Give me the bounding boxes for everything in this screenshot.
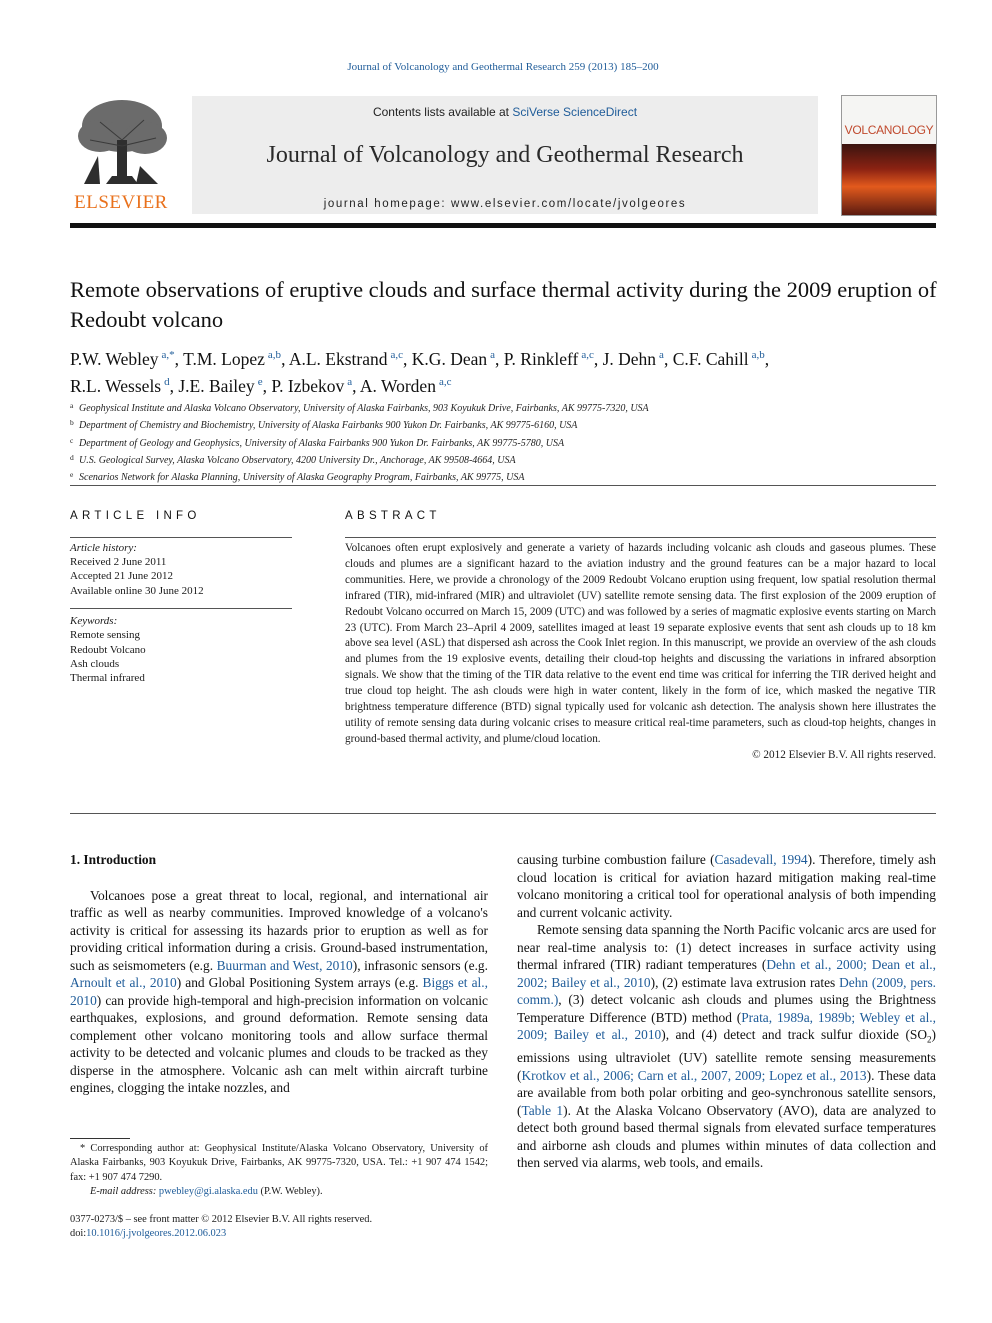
- issn-line: 0377-0273/$ – see front matter © 2012 Elsevier B.V. All rights reserved.: [70, 1214, 373, 1225]
- body-column-left: [70, 851, 488, 1097]
- cover-image: [842, 144, 936, 215]
- citation-link[interactable]: Arnoult et al., 2010: [70, 975, 177, 990]
- contents-prefix: Contents lists available at: [372, 105, 513, 119]
- journal-name: Journal of Volcanology and Geothermal Research: [266, 142, 744, 168]
- divider: [70, 813, 936, 814]
- paragraph: Volcanoes pose a great threat to local, regional, and international air traffic as well as nearby communities. Improved knowledge of a volcano's activity is critical for assessing its hazards prior to eruption as well as for providing critical information during a crisis. Ground-based instrumentation, such as seismometers (e.g. Buurman and West, 2010), infrasonic sensors (e.g. Arnoult et al., 2010) and Global Positioning System arrays (e.g. Biggs et al., 2010) can provide high-temporal and high-precision information on volcanic earthquakes, explosions, and ground deformation. Remote sensing data complement other volcano monitoring tools and allow surface thermal activity to be detected and volcanic plumes and clouds to be tracked as they disperse in the atmosphere. Volcanic ash can melt within aircraft turbine engines, clogging the intake nozzles, and: [70, 887, 488, 1095]
- keyword: Thermal infrared: [70, 672, 145, 685]
- citation-link[interactable]: Biggs et al., 2010: [70, 975, 488, 1008]
- divider: [345, 537, 936, 538]
- journal-masthead: [192, 96, 818, 214]
- divider: [70, 608, 292, 609]
- divider: [70, 485, 936, 486]
- abstract-body: Volcanoes often erupt explosively and generate a variety of hazards including volcanic ash clouds and gaseous plumes. These clouds and plumes are a significant hazard to the aviation industry and the ground features can be a major hazard to local communities. Here, we provide a chronology of the 2009 Redoubt Volcano eruption using frequent, low spatial resolution thermal infrared (TIR), mid-infrared (MIR) and ultraviolet (UV) satellite remote sensing data. The first explosion of the 2009 eruption of Redoubt Volcano occurred on March 15, 2009 (UTC) and was followed by a series of magmatic explosive events starting on March 23 (UTC). From March 23–April 4 2009, satellites imaged at least 19 separate explosive events that sent ash clouds up to 18 km above sea level (ASL) that dispersed ash across the Cook Inlet region. In this manuscript, we provide an overview of the ash clouds and plumes from the 19 explosive events, detailing their cloud-top heights and discussing the variations in infrared absorption signals. We show that the timing of the TIR data relative to the event end time was critical for inferring the TIR derived height and true cloud top height. The ash clouds were high in water content, likely in the form of ice, which masked the negative TIR brightness temperature difference (BTD) signal typically used for volcanic ash detection. The analysis shown here illustrates the utility of remote sensing data during volcanic crises to measure critical real-time parameters, such as cloud-top heights, changes in ground-based thermal activity, and plume/cloud location.: [345, 542, 936, 745]
- citation-link[interactable]: Prata, 1989a, 1989b; Webley et al., 2009; Bailey et al., 2010: [517, 1009, 936, 1042]
- elsevier-logo: [70, 96, 172, 214]
- table-link[interactable]: Table 1: [521, 1102, 564, 1118]
- keyword: Remote sensing: [70, 629, 140, 642]
- affiliation-list: [70, 399, 950, 485]
- author[interactable]: A. Worden $^{a,c}$: [359, 376, 452, 396]
- journal-homepage[interactable]: journal homepage: www.elsevier.com/locate/jvolgeores: [323, 198, 687, 210]
- email-line: E-mail address: pwebley@gi.alaska.edu (P.W. Webley).: [90, 1185, 323, 1197]
- author[interactable]: C.F. Cahill $^{a,b}$: [672, 349, 765, 369]
- received-date: Received 2 June 2011: [70, 556, 167, 569]
- citation-link[interactable]: Dehn (2009, pers. comm.): [517, 974, 936, 1007]
- affiliation: a Geophysical Institute and Alaska Volcano Observatory, University of Alaska Fairbanks, 903 Koyukuk Drive, Fairbanks, AK 99775-7320, USA: [70, 401, 649, 414]
- sciencedirect-link[interactable]: SciVerse ScienceDirect: [512, 105, 638, 119]
- author[interactable]: K.G. Dean $^a$: [411, 349, 496, 369]
- footnote-divider: [70, 1138, 130, 1139]
- paragraph: Remote sensing data spanning the North Pacific volcanic arcs are used for near real-time analysis to: (1) detect increases in surface activity using thermal infrared (TIR) radiant temperatures (Dehn et al., 2000; Dean et al., 2002; Bailey et al., 2010), (2) estimate lava extrusion rates Dehn (2009, pers. comm.), (3) detect volcanic ash clouds and plumes using the Brightness Temperature Difference (BTD) method (Prata, 1989a, 1989b; Webley et al., 2009; Bailey et al., 2010), and (4) detect and track sulfur dioxide $(SO_2)$ emissions using ultraviolet (UV) satellite remote sensing measurements (Krotkov et al., 2006; Carn et al., 2007, 2009; Lopez et al., 2013). These data are available from both polar orbiting and geo-synchronous satellite sensors, (Table 1). At the Alaska Volcano Observatory (AVO), data are analyzed to detect both ground based thermal signals from elevated surface temperatures and airborne ash clouds and plumes within minutes of data collection and then served via alarms, web tools, and emails.: [517, 922, 937, 1171]
- abstract-heading: ABSTRACT: [345, 510, 441, 522]
- affiliation: c Department of Geology and Geophysics, University of Alaska Fairbanks 900 Yukon Dr. Fairbanks, AK 99775-5780, USA: [70, 435, 565, 449]
- author[interactable]: A.L. Ekstrand $^{a,c}$: [288, 349, 404, 369]
- elsevier-wordmark: ELSEVIER: [74, 192, 168, 213]
- author[interactable]: P.W. Webley $^{a,*}$: [70, 349, 175, 369]
- citation-link[interactable]: Krotkov et al., 2006; Carn et al., 2007, 2009; Lopez et al., 2013: [521, 1067, 867, 1083]
- tree-logo-icon: [70, 96, 172, 192]
- body-column-right: [517, 851, 936, 1172]
- article-info-heading: ARTICLE INFO: [70, 510, 201, 522]
- author[interactable]: T.M. Lopez $^{a,b}$: [183, 349, 282, 369]
- citation-link[interactable]: Casadevall, 1994: [714, 852, 808, 867]
- history-label: Article history:: [70, 542, 137, 554]
- keywords: [70, 614, 292, 685]
- front-matter-info: [70, 1213, 488, 1242]
- masthead-divider: [70, 223, 936, 228]
- corresponding-author-footnote: [70, 1142, 488, 1199]
- affiliation: e Scenarios Network for Alaska Planning, University of Alaska Geography Program, Fairbanks, AK 99775, USA: [70, 470, 525, 484]
- email-link[interactable]: pwebley@gi.alaska.edu: [158, 1185, 258, 1197]
- journal-citation[interactable]: Journal of Volcanology and Geothermal Research 259 (2013) 185–200: [347, 61, 659, 73]
- citation-link[interactable]: Buurman and West, 2010: [216, 957, 353, 973]
- cover-title: VOLCANOLOGY: [844, 123, 934, 137]
- author[interactable]: J. Dehn $^a$: [602, 349, 664, 369]
- keyword: Redoubt Volcano: [70, 643, 146, 656]
- affiliation: d U.S. Geological Survey, Alaska Volcano Observatory, 4200 University Dr., Anchorage, AK 99508-4664, USA: [70, 452, 516, 466]
- article-history: [70, 541, 292, 598]
- contents-line: [192, 105, 818, 119]
- abstract: [345, 541, 936, 764]
- paragraph: causing turbine combustion failure (Casadevall, 1994). Therefore, timely ash cloud location is critical for aviation hazard mitigation making real-time volcano monitoring a critical tool for operational analysis of both impending and current volcanic activity.: [517, 852, 936, 920]
- author[interactable]: P. Rinkleff $^{a,c}$: [503, 349, 594, 369]
- author-list: P.W. Webley $^{a,*}$, T.M. Lopez $^{a,b}$, A.L. Ekstrand $^{a,c}$, K.G. Dean $^a$, P. Rinkleff $^{a,c}$, J. Dehn $^a$, C.F. Cahill $^{a,b}$, R.L. Wessels $^d$, J.E. Bailey $^e$, P. Izbekov $^a$, A. Worden $^{a,c}$: [70, 349, 770, 396]
- author[interactable]: P. Izbekov $^a$: [271, 376, 353, 396]
- author[interactable]: R.L. Wessels $^d$: [70, 376, 170, 396]
- affiliation: b Department of Chemistry and Biochemistry, University of Alaska Fairbanks 900 Yukon Dr. Fairbanks, AK 99775-6160, USA: [70, 418, 578, 432]
- author[interactable]: J.E. Bailey $^e$: [178, 376, 263, 396]
- article-title: Remote observations of eruptive clouds and surface thermal activity during the 2009 eruption of Redoubt volcano: [70, 277, 937, 332]
- journal-cover-thumbnail[interactable]: [841, 95, 937, 216]
- doi-line: doi:10.1016/j.jvolgeores.2012.06.023: [70, 1228, 227, 1240]
- section-heading: 1. Introduction: [70, 852, 157, 867]
- corresponding-note: * Corresponding author at: Geophysical Institute/Alaska Volcano Observatory, University of Alaska Fairbanks, 903 Koyukuk Drive, Fairbanks, AK 99775-7320, USA. Tel.: +1 907 474 1542; fax: +1 907 474 7290.: [70, 1143, 488, 1183]
- online-date: Available online 30 June 2012: [70, 584, 204, 597]
- divider: [70, 537, 292, 538]
- accepted-date: Accepted 21 June 2012: [70, 570, 173, 583]
- citation-link[interactable]: Dehn et al., 2000; Dean et al., 2002; Bailey et al., 2010: [517, 957, 936, 990]
- doi-link[interactable]: 10.1016/j.jvolgeores.2012.06.023: [86, 1228, 227, 1240]
- copyright-notice: © 2012 Elsevier B.V. All rights reserved.: [752, 748, 936, 761]
- keywords-label: Keywords:: [70, 615, 118, 627]
- keyword: Ash clouds: [70, 657, 120, 670]
